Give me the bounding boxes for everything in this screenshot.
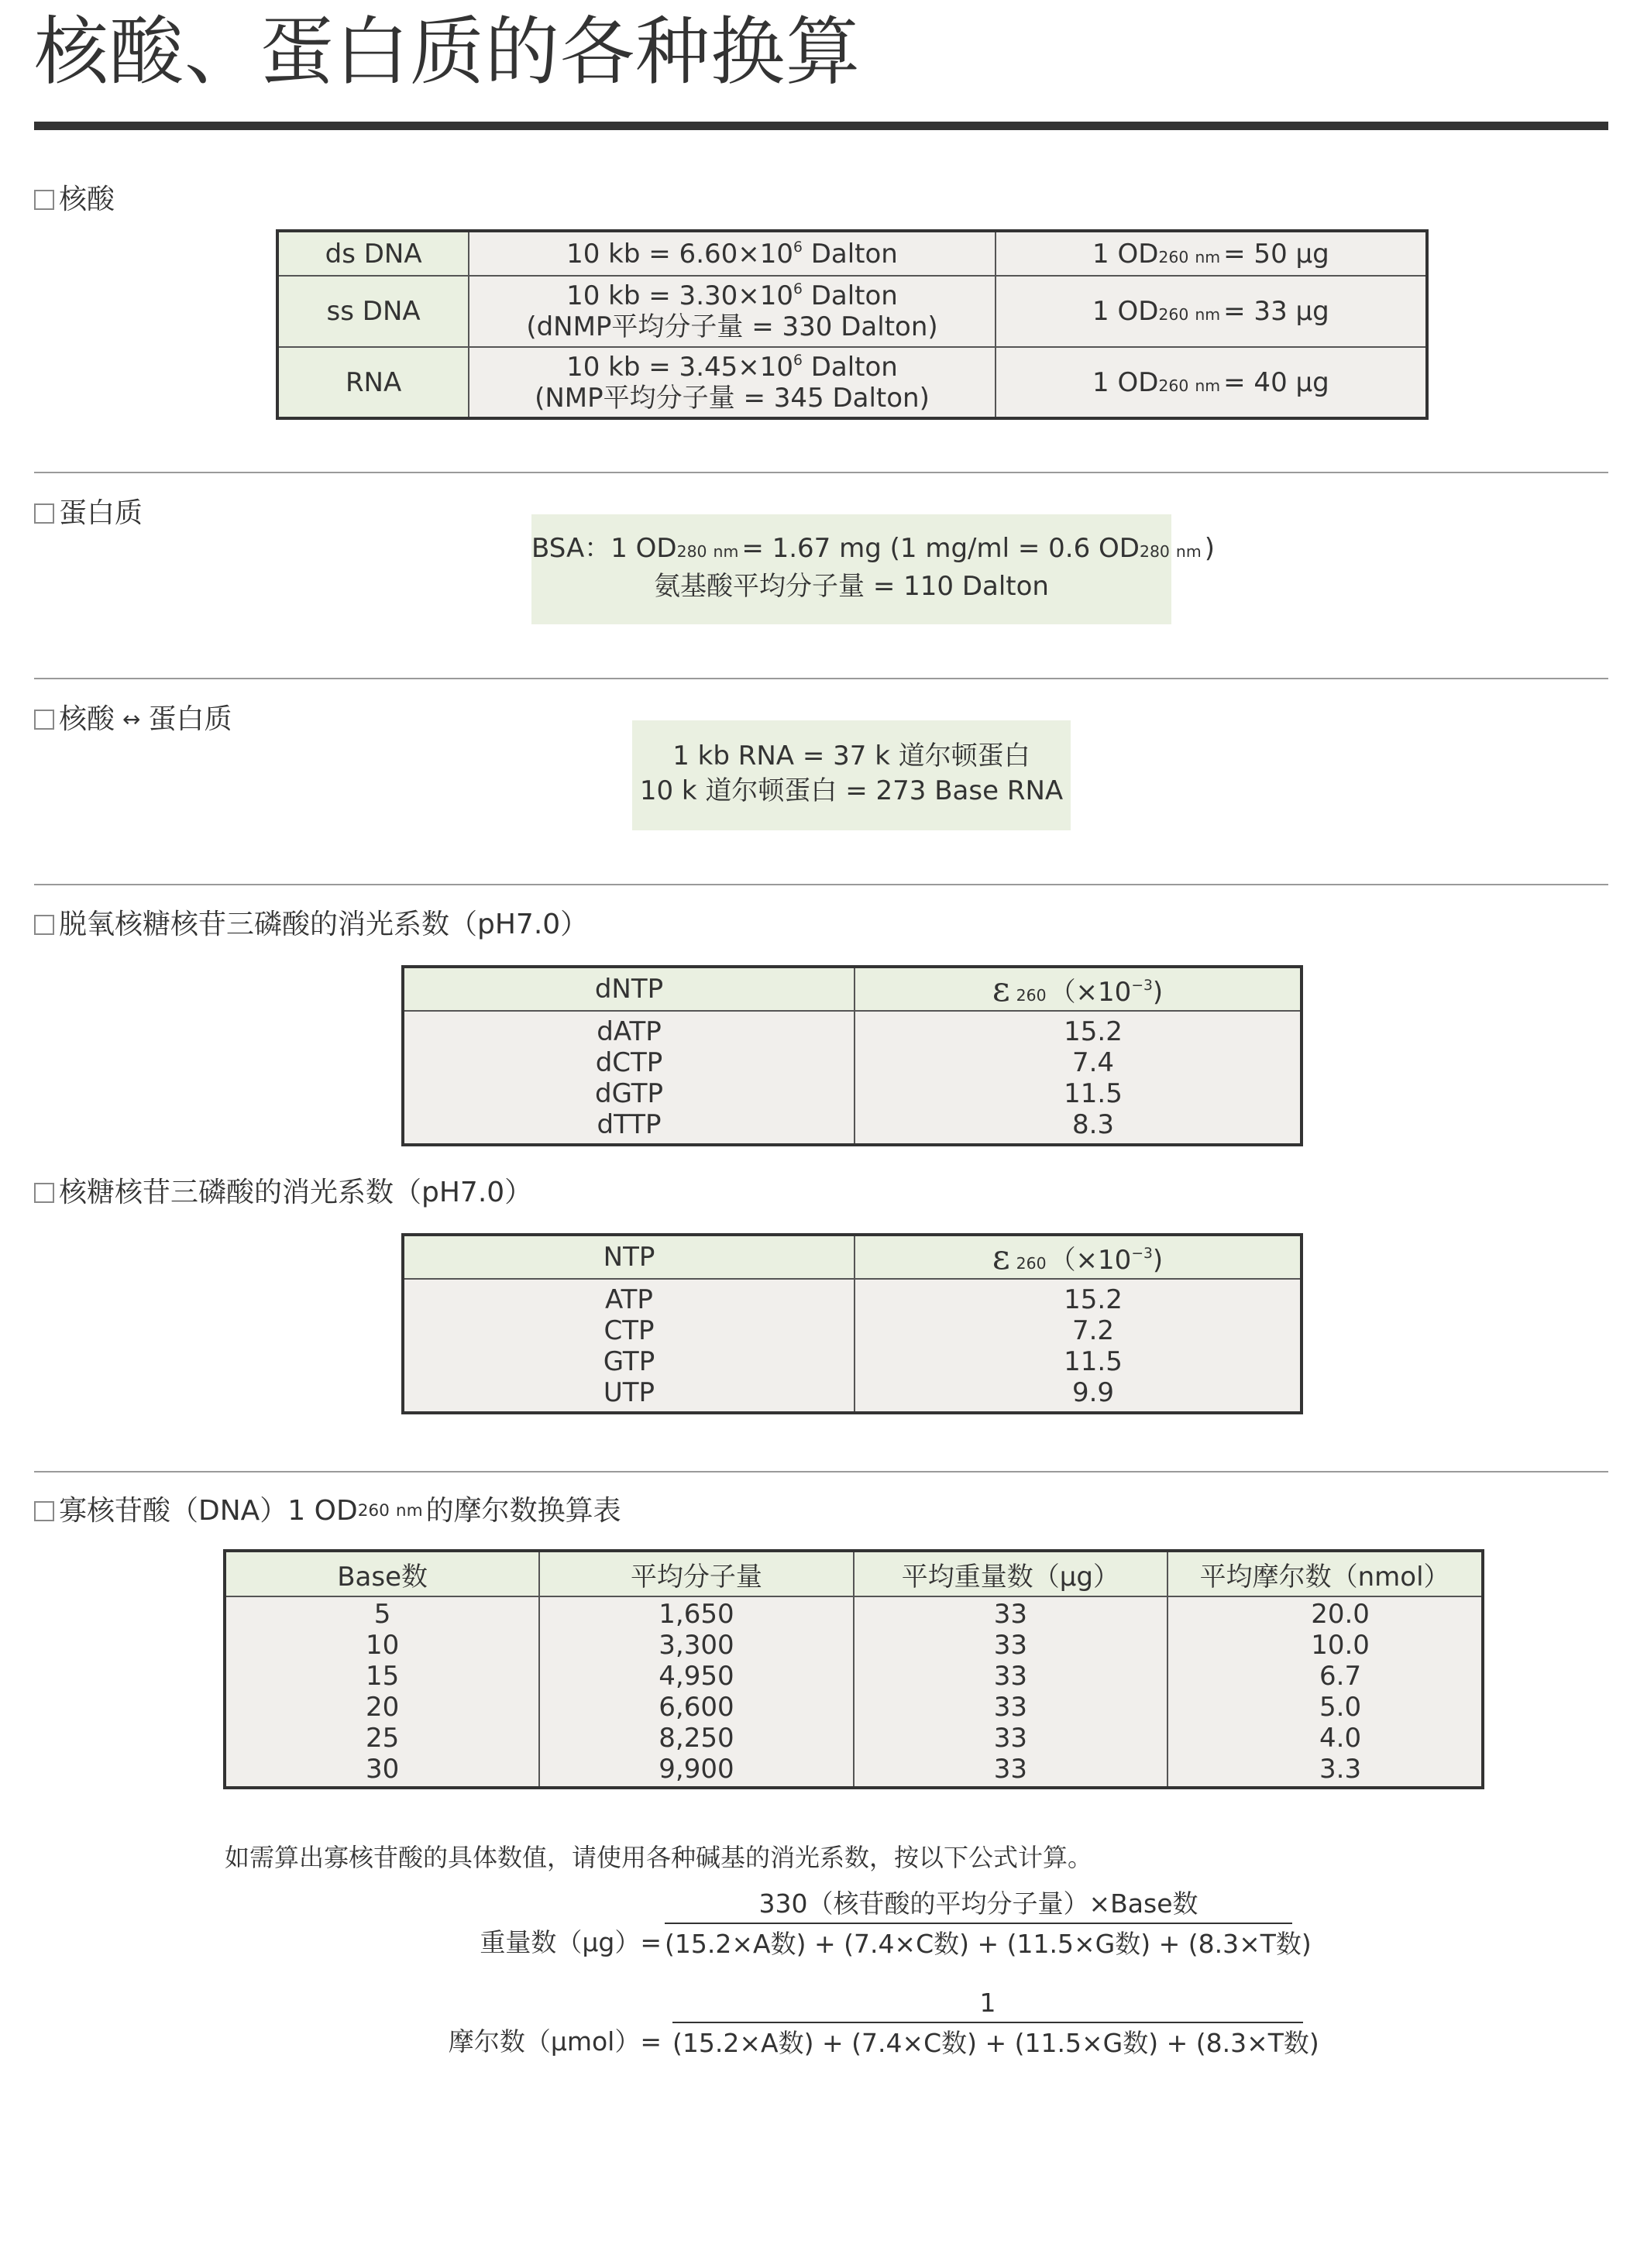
dntp-value-list (855, 1011, 1302, 1145)
list-item: UTP (603, 1377, 655, 1408)
col-header-epsilon: ε 260 $(\times 10^{-3})$ (855, 1235, 1302, 1279)
list-item: dTTP (597, 1109, 662, 1140)
conversion-note-box (632, 720, 1071, 830)
table-cell: 33 (993, 1754, 1027, 1785)
conversion-line-1: 1 kb RNA = 37 k 道尔顿蛋白 (672, 741, 1030, 771)
table-cell: 20.0 (1311, 1599, 1370, 1630)
table-cell: 33 (993, 1692, 1027, 1723)
checkbox-square-icon (34, 710, 54, 730)
table-body-row (225, 1596, 1483, 1788)
list-item: 8.3 (1071, 1109, 1115, 1140)
double-arrow-icon: ↔ (122, 706, 141, 732)
weight-formula-fraction (665, 1885, 1312, 1964)
table-cell: 33 (993, 1630, 1027, 1661)
table-cell: 5 (373, 1599, 391, 1630)
col-header-mol: 平均摩尔数（nmol） (1167, 1551, 1483, 1596)
col-header-base: Base数 (225, 1551, 539, 1596)
table-cell: 33 (993, 1723, 1027, 1754)
table-header-row (225, 1551, 1483, 1596)
section-divider (34, 1471, 1608, 1472)
table-cell: 4,950 (659, 1661, 734, 1692)
ntp-extinction-table (401, 1233, 1303, 1414)
oligo-molar-table (223, 1549, 1484, 1789)
type-cell: ds DNA (277, 231, 469, 276)
table-row (277, 347, 1427, 418)
table-cell: 10 (365, 1630, 400, 1661)
dntp-extinction-table (401, 965, 1303, 1146)
col-header-dntp: dNTP (403, 967, 855, 1011)
section-heading-oligo: 寡核苷酸（DNA）1 OD 260 nm 的摩尔数换算表 (34, 1494, 621, 1528)
page-title: 核酸、蛋白质的各种换算 (34, 9, 861, 95)
list-item: 11.5 (1064, 1078, 1123, 1109)
weight-formula-label: 重量数（μg）= (480, 1927, 662, 1957)
list-item: CTP (604, 1315, 655, 1346)
checkbox-square-icon (34, 503, 54, 524)
section-divider (34, 472, 1608, 473)
col-header-mw: 平均分子量 (539, 1551, 853, 1596)
col-header-weight: 平均重量数（μg） (854, 1551, 1168, 1596)
section-heading-ntp: 核糖核苷三磷酸的消光系数（pH7.0） (34, 1176, 532, 1210)
mw-cell: 10 kb = $3.45\times 10^6$ Dalton (NMP平均分子量 = 345 Dalton) (469, 347, 996, 418)
checkbox-square-icon (34, 190, 54, 210)
section-heading-protein: 蛋白质 (34, 497, 143, 531)
list-item: 11.5 (1064, 1346, 1123, 1377)
dntp-name-list (403, 1011, 855, 1145)
list-item: 15.2 (1064, 1284, 1123, 1315)
section-divider (34, 884, 1608, 885)
conversion-line-2: 10 k 道尔顿蛋白 = 273 Base RNA (639, 775, 1064, 806)
type-cell: ss DNA (277, 276, 469, 347)
list-item: GTP (603, 1346, 655, 1377)
mol-formula-label: 摩尔数（μmol）= (448, 2026, 662, 2057)
list-item: dGTP (595, 1078, 663, 1109)
weight-column (854, 1596, 1168, 1788)
mol-column (1167, 1596, 1483, 1788)
list-item: 15.2 (1064, 1016, 1123, 1047)
table-cell: 4.0 (1319, 1723, 1362, 1754)
table-cell: 6,600 (659, 1692, 734, 1723)
list-item: dCTP (595, 1047, 663, 1078)
table-cell: 3,300 (659, 1630, 734, 1661)
ntp-name-list (403, 1279, 855, 1413)
od-cell: 1 OD260 nm = 40 μg (996, 347, 1427, 418)
table-cell: 3.3 (1319, 1754, 1362, 1785)
mol-formula-numerator: 1 (979, 1988, 996, 2018)
nucleic-acid-table (276, 229, 1429, 420)
table-body-row (403, 1279, 1302, 1413)
protein-note-box (531, 514, 1215, 624)
checkbox-square-icon (34, 1183, 54, 1203)
checkbox-square-icon (34, 915, 54, 935)
mw-column (539, 1596, 853, 1788)
formula-intro: 如需算出寡核苷酸的具体数值，请使用各种碱基的消光系数，按以下公式计算。 (225, 1843, 1093, 1872)
col-header-epsilon: ε 260 $(\times 10^{-3})$ (855, 967, 1302, 1011)
list-item: 7.2 (1071, 1315, 1115, 1346)
checkbox-square-icon (34, 1501, 54, 1521)
col-header-ntp: NTP (403, 1235, 855, 1279)
type-cell: RNA (277, 347, 469, 418)
table-cell: 15 (365, 1661, 400, 1692)
weight-formula-denominator: (15.2×A数) + (7.4×C数) + (11.5×G数) + (8.3×T数) (665, 1929, 1312, 1959)
section-heading-dntp: 脱氧核糖核苷三磷酸的消光系数（pH7.0） (34, 908, 588, 942)
table-row (277, 276, 1427, 347)
list-item: 9.9 (1071, 1377, 1115, 1408)
table-header-row (403, 1235, 1302, 1279)
ntp-value-list (855, 1279, 1302, 1413)
table-cell: 1,650 (659, 1599, 734, 1630)
table-cell: 33 (993, 1661, 1027, 1692)
list-item: ATP (605, 1284, 653, 1315)
title-divider (34, 122, 1608, 130)
weight-formula-numerator: 330（核苷酸的平均分子量）×Base数 (758, 1888, 1198, 1919)
table-cell: 10.0 (1311, 1630, 1370, 1661)
table-cell: 20 (365, 1692, 400, 1723)
base-column (225, 1596, 539, 1788)
od-cell: 1 OD260 nm = 33 μg (996, 276, 1427, 347)
mw-cell: 10 kb = $3.30\times 10^6$ Dalton (dNMP平均分子量 = 330 Dalton) (469, 276, 996, 347)
table-cell: 8,250 (659, 1723, 734, 1754)
table-cell: 5.0 (1319, 1692, 1362, 1723)
section-divider (34, 678, 1608, 679)
table-cell: 25 (365, 1723, 400, 1754)
table-header-row (403, 967, 1302, 1011)
table-cell: 6.7 (1319, 1661, 1362, 1692)
protein-line-1: BSA：1 OD280 nm = 1.67 mg (1 mg/ml = 0.6 OD280 nm ) (531, 533, 1215, 564)
protein-line-2: 氨基酸平均分子量 = 110 Dalton (654, 571, 1049, 602)
section-heading-nucleic: 核酸 (34, 183, 115, 217)
table-row (277, 231, 1427, 276)
table-cell: 30 (365, 1754, 400, 1785)
mw-cell: 10 kb = $6.60\times 10^6$ Dalton (469, 231, 996, 276)
mol-formula-denominator: (15.2×A数) + (7.4×C数) + (11.5×G数) + (8.3×T数) (672, 2028, 1319, 2058)
table-body-row (403, 1011, 1302, 1145)
list-item: 7.4 (1071, 1047, 1115, 1078)
od-cell: 1 OD260 nm = 50 μg (996, 231, 1427, 276)
mol-formula-fraction (672, 1984, 1319, 2064)
section-heading-conversion: 核酸 ↔ 蛋白质 (34, 703, 232, 737)
list-item: dATP (597, 1016, 662, 1047)
table-cell: 9,900 (659, 1754, 734, 1785)
table-cell: 33 (993, 1599, 1027, 1630)
